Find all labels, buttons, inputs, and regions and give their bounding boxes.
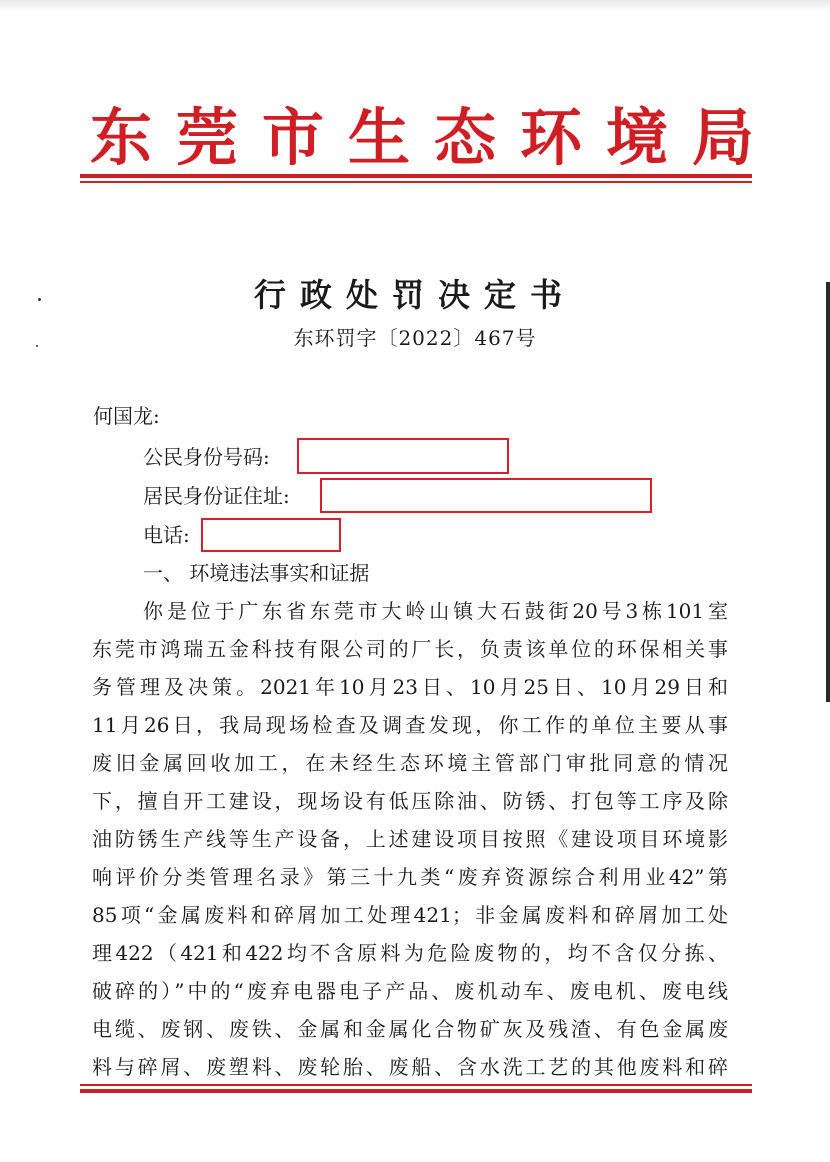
body-line: 电缆、废钢、废铁、金属和金属化合物矿灰及残渣、有色金属废 xyxy=(92,1017,728,1041)
body-line: 响评价分类管理名录》第三十九类“废弃资源综合利用业42”第 xyxy=(92,865,728,889)
id-number-label: 公民身份号码: xyxy=(143,445,270,469)
body-line: 下，擅自开工建设，现场设有低压除油、防锈、打包等工序及除 xyxy=(92,789,728,813)
footer-rule-thick xyxy=(80,1089,752,1093)
body-line: 85项“金属废料和碎屑加工处理421；非金属废料和碎屑加工处 xyxy=(92,903,728,927)
body-line: 料与碎屑、废塑料、废轮胎、废船、含水洗工艺的其他废料和碎 xyxy=(92,1055,728,1079)
body-line: 你是位于广东省东莞市大岭山镇大石鼓街20号3栋101室 xyxy=(143,599,728,623)
section-heading: 一、 环境违法事实和证据 xyxy=(143,561,370,585)
body-line: 11月26日，我局现场检查及调查发现，你工作的单位主要从事 xyxy=(92,713,728,737)
phone-redaction-box xyxy=(201,518,341,552)
body-line: 务管理及决策。2021年10月23日、10月25日、10月29日和 xyxy=(92,675,728,699)
phone-label: 电话: xyxy=(143,523,190,547)
addressee-name: 何国龙: xyxy=(93,404,160,428)
address-label: 居民身份证住址: xyxy=(143,484,290,508)
body-line: 东莞市鸿瑞五金科技有限公司的厂长，负责该单位的环保相关事 xyxy=(92,637,728,661)
footer-rule-thin xyxy=(80,1084,752,1086)
body-line: 废旧金属回收加工，在未经生态环境主管部门审批同意的情况 xyxy=(92,751,728,775)
letterhead-rule-thin xyxy=(80,181,752,183)
letterhead-rule-thick xyxy=(80,174,752,178)
page-top-edge xyxy=(0,0,830,12)
document-number: 东环罚字〔2022〕467号 xyxy=(293,326,537,350)
body-line: 油防锈生产线等生产设备，上述建设项目按照《建设项目环境影 xyxy=(92,827,728,851)
body-line: 理422（421和422均不含原料为危险废物的，均不含仅分拣、 xyxy=(92,941,728,965)
document-title: 行政处罚决定书 xyxy=(253,276,576,314)
address-redaction-box xyxy=(320,478,652,513)
body-line: 破碎的）”中的“废弃电器电子产品、废机动车、废电机、废电线 xyxy=(92,979,728,1003)
id-number-redaction-box xyxy=(297,438,509,474)
letterhead-title: 东莞市生态环境局 xyxy=(90,101,779,174)
